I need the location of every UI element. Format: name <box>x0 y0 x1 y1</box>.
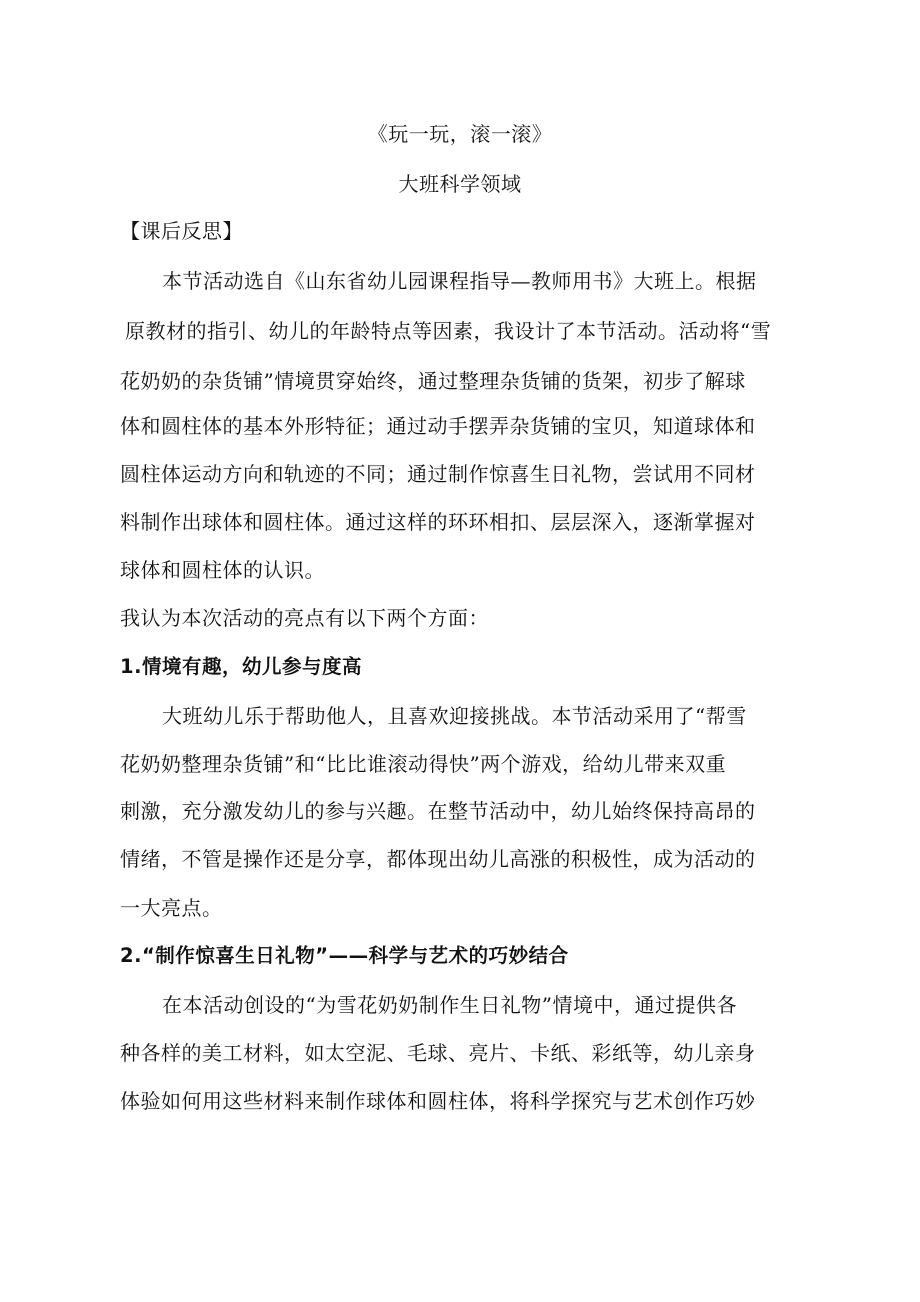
point2-line: 种各样的美工材料，如太空泥、毛球、亮片、卡纸、彩纸等，幼儿亲身 <box>120 1041 756 1065</box>
point1-line: 大班幼儿乐于帮助他人，且喜欢迎接挑战。本节活动采用了“帮雪 <box>162 704 747 728</box>
intro-line: 圆柱体运动方向和轨迹的不同；通过制作惊喜生日礼物，尝试用不同材 <box>120 462 756 486</box>
intro-line: 原教材的指引、幼儿的年龄特点等因素，我设计了本节活动。活动将“雪 <box>125 319 772 343</box>
point2-line: 在本活动创设的“为雪花奶奶制作生日礼物”情境中，通过提供各 <box>162 993 737 1017</box>
highlights-intro: 我认为本次活动的亮点有以下两个方面： <box>120 606 489 630</box>
point1-heading: 1.情境有趣，幼儿参与度高 <box>120 655 362 678</box>
document-subtitle: 大班科学领域 <box>398 172 522 196</box>
intro-line: 本节活动选自《山东省幼儿园课程指导—教师用书》大班上。根据 <box>162 269 757 293</box>
document-title: 《玩一玩，滚一滚》 <box>367 122 553 146</box>
point2-heading: 2.“制作惊喜生日礼物”——科学与艺术的巧妙结合 <box>120 944 569 967</box>
intro-line: 料制作出球体和圆柱体。通过这样的环环相扣、层层深入，逐渐掌握对 <box>120 510 756 534</box>
point1-line: 刺激，充分激发幼儿的参与兴趣。在整节活动中，幼儿始终保持高昂的 <box>120 799 756 823</box>
intro-line: 体和圆柱体的基本外形特征；通过动手摆弄杂货铺的宝贝，知道球体和 <box>120 414 756 438</box>
section-label: 【课后反思】 <box>120 219 243 243</box>
intro-line: 花奶奶的杂货铺”情境贯穿始终，通过整理杂货铺的货架，初步了解球 <box>120 369 746 393</box>
point1-line: 一大亮点。 <box>120 896 223 920</box>
intro-line: 球体和圆柱体的认识。 <box>120 558 325 582</box>
point2-line: 体验如何用这些材料来制作球体和圆柱体，将科学探究与艺术创作巧妙 <box>120 1089 756 1113</box>
point1-line: 情绪，不管是操作还是分享，都体现出幼儿高涨的积极性，成为活动的 <box>120 847 756 871</box>
point1-line: 花奶奶整理杂货铺”和“比比谁滚动得快”两个游戏，给幼儿带来双重 <box>120 752 727 776</box>
